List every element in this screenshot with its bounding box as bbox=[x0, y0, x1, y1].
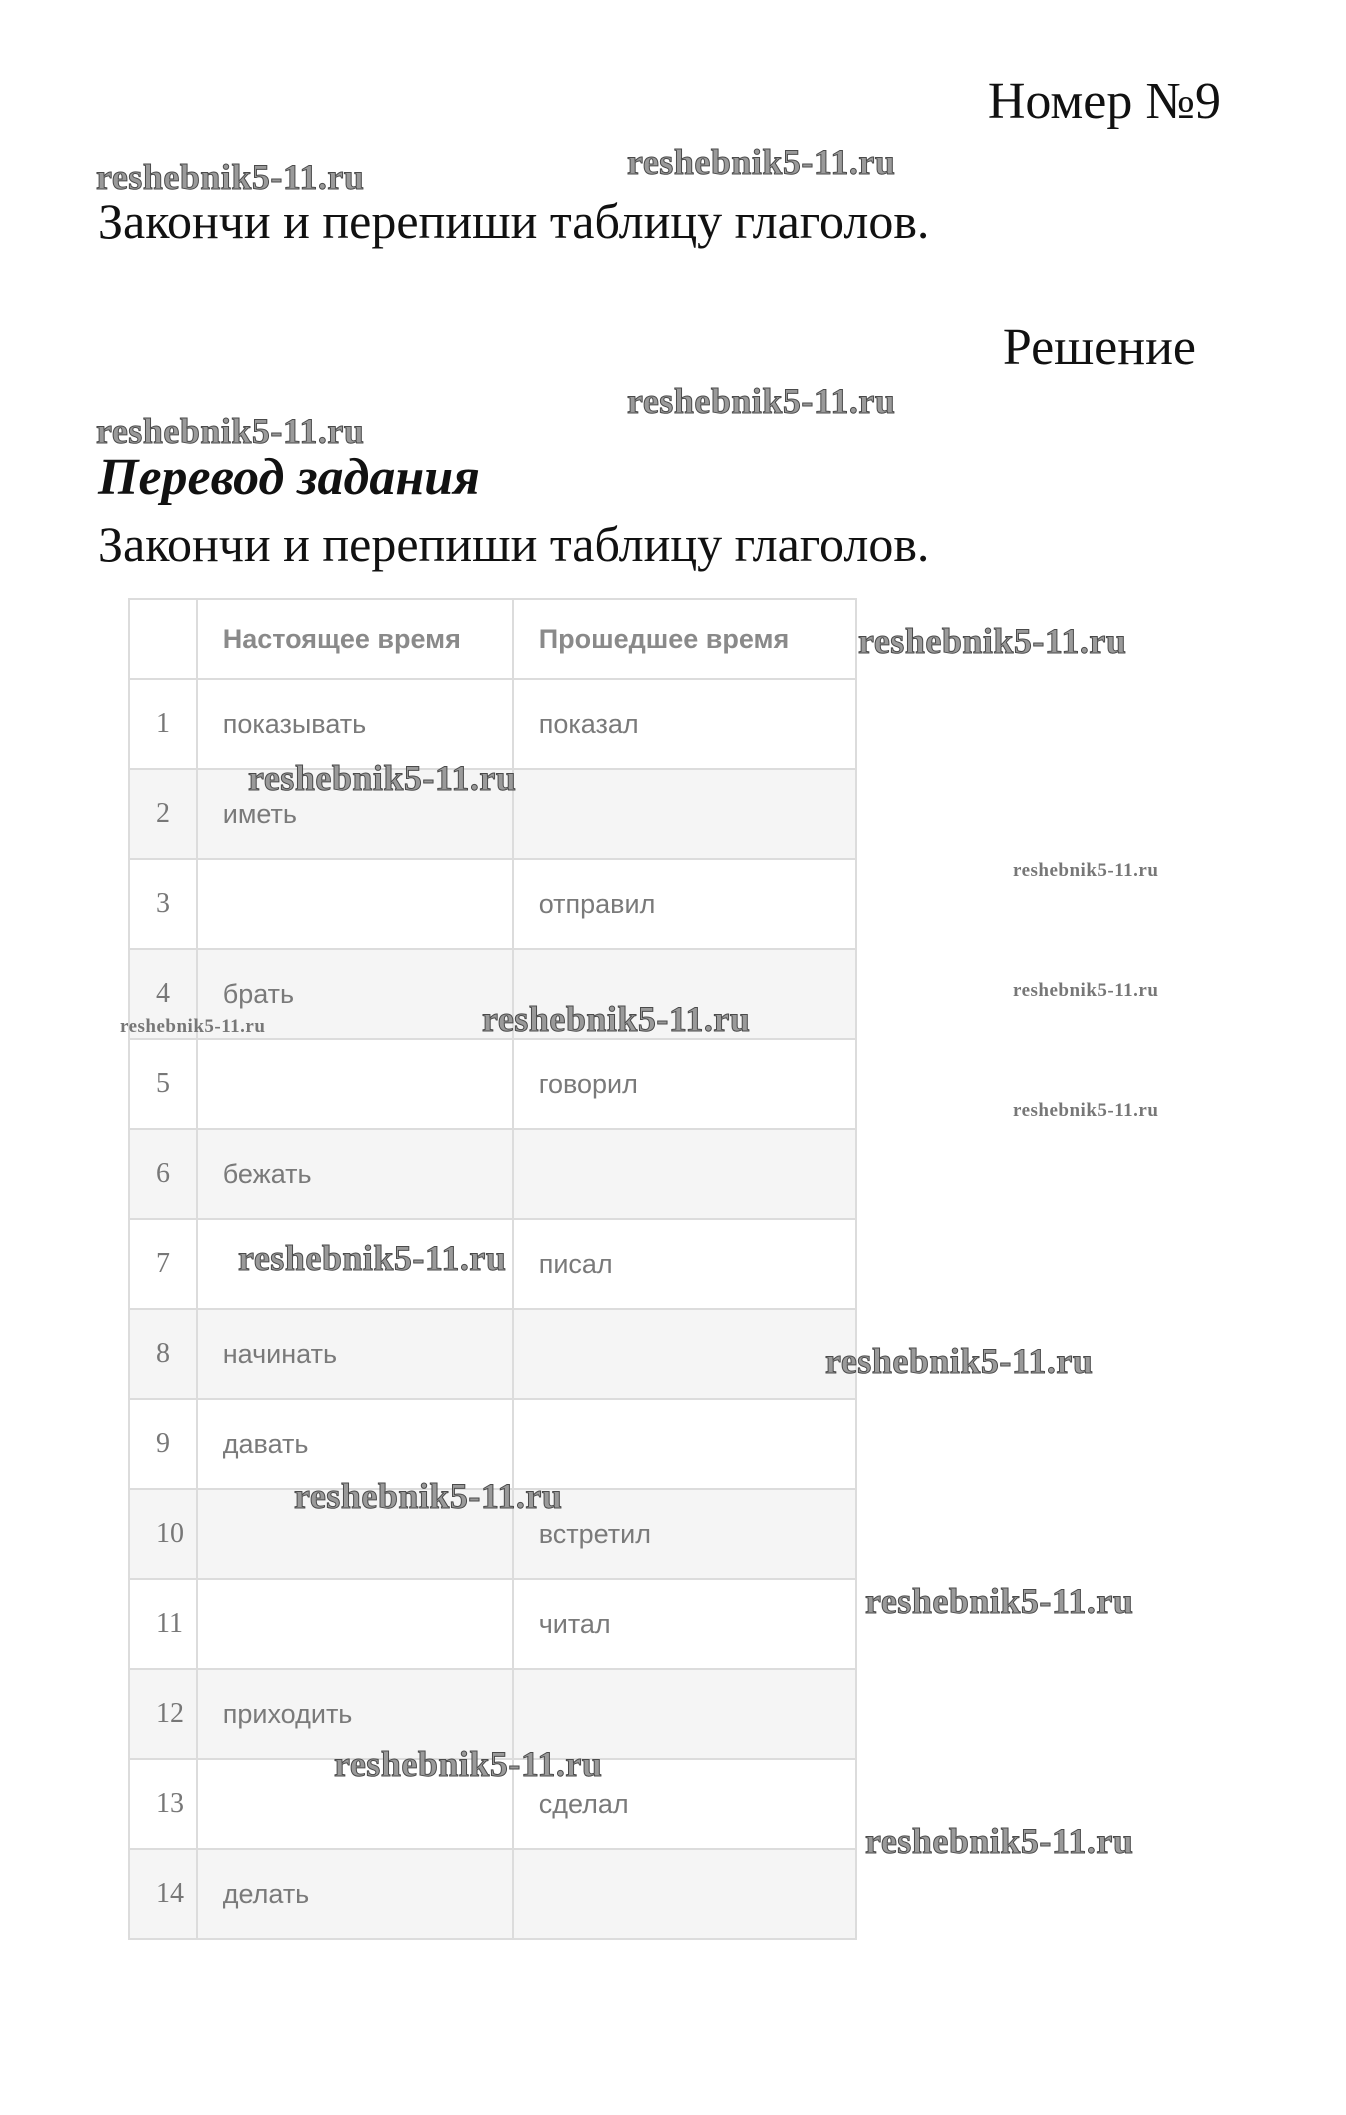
translation-task-text: Закончи и перепиши таблицу глаголов. bbox=[98, 516, 930, 572]
past-cell bbox=[513, 1309, 856, 1399]
past-cell: говорил bbox=[513, 1039, 856, 1129]
past-cell: показал bbox=[513, 679, 856, 769]
row-number: 3 bbox=[129, 859, 197, 949]
watermark: reshebnik5-11.ru bbox=[627, 381, 896, 421]
present-cell: приходить bbox=[197, 1669, 513, 1759]
watermark: reshebnik5-11.ru bbox=[482, 999, 751, 1039]
row-number: 12 bbox=[129, 1669, 197, 1759]
past-cell: писал bbox=[513, 1219, 856, 1309]
row-number: 11 bbox=[129, 1579, 197, 1669]
watermark: reshebnik5-11.ru bbox=[1013, 860, 1159, 881]
present-cell: иметь bbox=[197, 769, 513, 859]
row-number: 1 bbox=[129, 679, 197, 769]
present-cell bbox=[197, 1579, 513, 1669]
present-cell bbox=[197, 1039, 513, 1129]
row-number: 14 bbox=[129, 1849, 197, 1939]
past-cell: сделал bbox=[513, 1759, 856, 1849]
watermark: reshebnik5-11.ru bbox=[294, 1476, 563, 1516]
past-cell bbox=[513, 1129, 856, 1219]
past-cell bbox=[513, 769, 856, 859]
watermark: reshebnik5-11.ru bbox=[1013, 980, 1159, 1001]
header-present-tense: Настоящее время bbox=[197, 599, 513, 679]
present-cell: показывать bbox=[197, 679, 513, 769]
row-number: 10 bbox=[129, 1489, 197, 1579]
table-row bbox=[129, 1039, 856, 1129]
row-number: 13 bbox=[129, 1759, 197, 1849]
watermark: reshebnik5-11.ru bbox=[825, 1341, 1094, 1381]
present-cell: давать bbox=[197, 1399, 513, 1489]
watermark: reshebnik5-11.ru bbox=[96, 157, 365, 197]
table-row bbox=[129, 1129, 856, 1219]
task-text: Закончи и перепиши таблицу глаголов. bbox=[98, 193, 930, 249]
watermark: reshebnik5-11.ru bbox=[120, 1016, 266, 1037]
table-row bbox=[129, 859, 856, 949]
table-row bbox=[129, 1849, 856, 1939]
header-past-tense: Прошедшее время bbox=[513, 599, 856, 679]
watermark: reshebnik5-11.ru bbox=[1013, 1100, 1159, 1121]
row-number: 9 bbox=[129, 1399, 197, 1489]
watermark: reshebnik5-11.ru bbox=[865, 1821, 1134, 1861]
present-cell bbox=[197, 859, 513, 949]
translation-heading: Перевод задания bbox=[98, 449, 480, 506]
solution-heading: Решение bbox=[1002, 319, 1196, 376]
row-number: 4 bbox=[129, 949, 197, 1039]
present-cell: начинать bbox=[197, 1309, 513, 1399]
table-row bbox=[129, 679, 856, 769]
past-cell: встретил bbox=[513, 1489, 856, 1579]
row-number: 5 bbox=[129, 1039, 197, 1129]
table-header-row bbox=[129, 599, 856, 679]
row-number: 7 bbox=[129, 1219, 197, 1309]
past-cell: отправил bbox=[513, 859, 856, 949]
present-cell: делать bbox=[197, 1849, 513, 1939]
present-cell: брать bbox=[197, 949, 513, 1039]
page-title: Номер №9 bbox=[987, 73, 1221, 130]
past-cell bbox=[513, 1849, 856, 1939]
watermark: reshebnik5-11.ru bbox=[627, 142, 896, 182]
watermark: reshebnik5-11.ru bbox=[865, 1581, 1134, 1621]
watermark: reshebnik5-11.ru bbox=[858, 621, 1127, 661]
table-row bbox=[129, 1579, 856, 1669]
table-row bbox=[129, 1309, 856, 1399]
watermark: reshebnik5-11.ru bbox=[334, 1744, 603, 1784]
row-number: 6 bbox=[129, 1129, 197, 1219]
watermark: reshebnik5-11.ru bbox=[96, 411, 365, 451]
past-cell bbox=[513, 1399, 856, 1489]
watermark: reshebnik5-11.ru bbox=[248, 758, 517, 798]
row-number: 2 bbox=[129, 769, 197, 859]
row-number: 8 bbox=[129, 1309, 197, 1399]
present-cell: бежать bbox=[197, 1129, 513, 1219]
header-number bbox=[129, 599, 197, 679]
watermark: reshebnik5-11.ru bbox=[238, 1238, 507, 1278]
past-cell: читал bbox=[513, 1579, 856, 1669]
